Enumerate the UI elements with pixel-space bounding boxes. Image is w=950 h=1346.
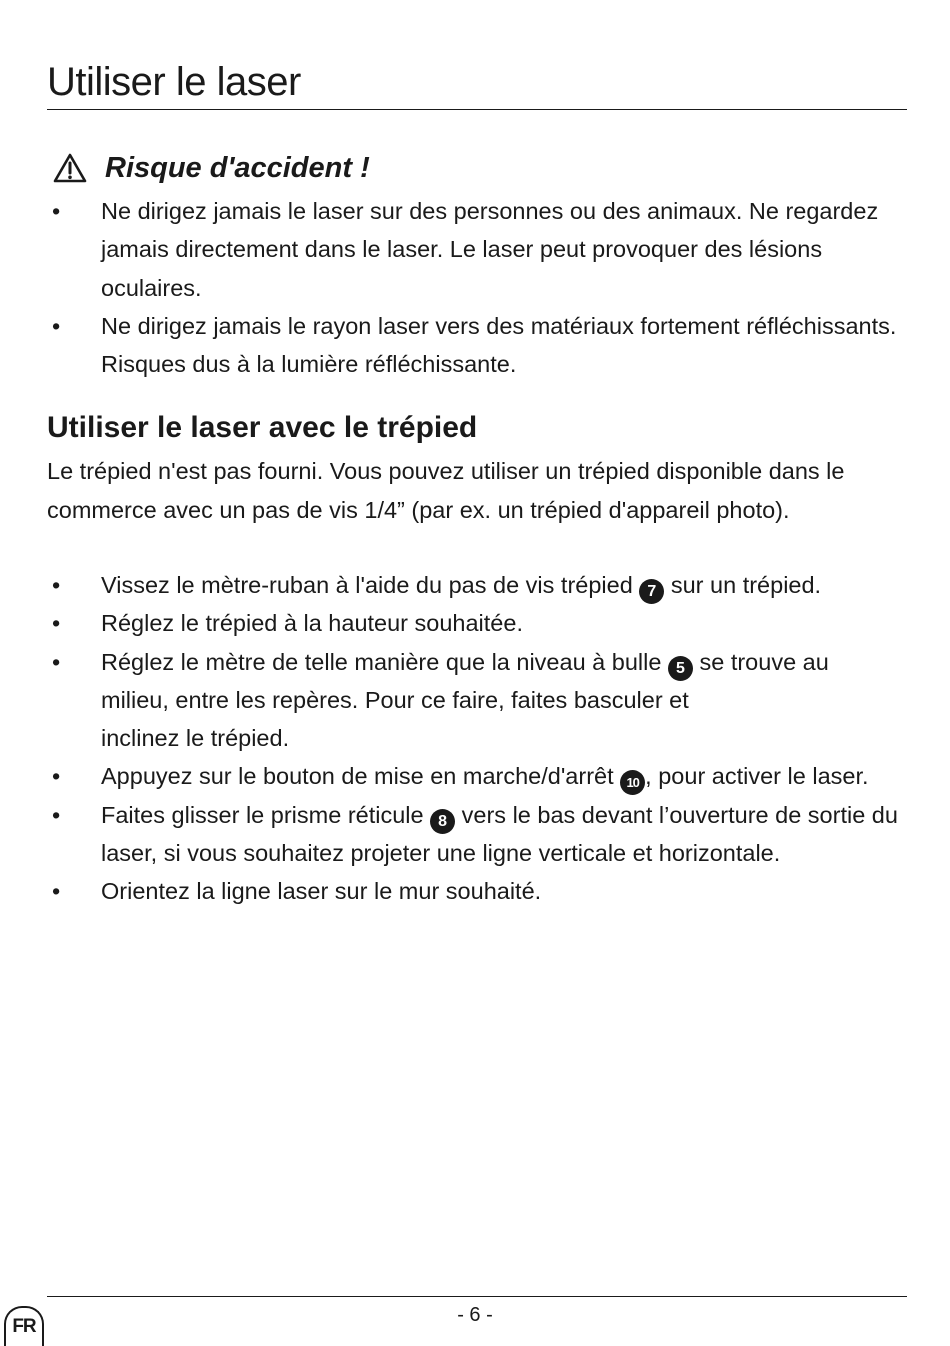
step-text: Vissez le mètre-ruban à l'aide du pas de vis trépied <box>101 572 640 598</box>
step-text: milieu, entre les repères. Pour ce faire, faites basculer et <box>101 686 689 713</box>
step-text: Orientez la ligne laser sur le mur souhaité. <box>101 878 542 905</box>
section-intro <box>47 452 907 529</box>
language-badge: FR <box>4 1306 44 1346</box>
step-text: vers le bas devant l’ouverture de sortie du laser, si vous souhaitez projeter une ligne verticale et horizontale. <box>101 801 898 867</box>
page-number: - 6 - <box>457 1304 493 1326</box>
section-title: Utiliser le laser avec le trépied <box>47 411 478 444</box>
warning-list <box>0 192 901 383</box>
list-item: • Ne dirigez jamais le laser sur des personnes ou des animaux. Ne regardez jamais directement dans le laser. Le laser peut provoquer des lésions oculaires. <box>0 192 901 307</box>
list-item <box>0 566 901 604</box>
step-text: inclinez le trépied. <box>101 725 290 752</box>
part-number-badge: 8 <box>430 809 455 834</box>
list-item <box>0 872 901 910</box>
title-divider <box>47 109 907 110</box>
step-text: se trouve au <box>692 648 829 675</box>
intro-line-1: Le trépied n'est pas fourni. Vous pouvez utiliser un trépied disponible dans le <box>47 458 845 484</box>
list-item: • Ne dirigez jamais le rayon laser vers des matériaux fortement réfléchissants. Risques dus à la lumière réfléchissante. <box>0 307 901 384</box>
footer-divider <box>47 1296 907 1297</box>
list-item <box>0 643 901 758</box>
warning-heading <box>52 148 370 188</box>
step-text: Réglez le mètre de telle manière que la niveau à bulle <box>101 648 668 675</box>
list-item <box>0 757 901 795</box>
step-text: sur un trépied. <box>664 572 822 598</box>
step-text: Appuyez sur le bouton de mise en marche/d'arrêt <box>101 763 621 790</box>
steps-list <box>0 566 901 911</box>
part-number-badge: 7 <box>639 579 664 604</box>
page-title: Utiliser le laser <box>47 60 301 104</box>
warning-title: Risque d'accident ! <box>105 151 370 184</box>
list-item <box>0 604 901 642</box>
part-number-badge: 10 <box>620 770 645 795</box>
part-number-badge: 5 <box>668 656 693 681</box>
intro-line-2: commerce avec un pas de vis 1/4” (par ex. un trépied d'appareil photo). <box>47 496 790 523</box>
list-item <box>0 796 901 873</box>
step-text: Faites glisser le prisme réticule <box>101 801 431 828</box>
step-text: Réglez le trépied à la hauteur souhaitée. <box>101 610 523 637</box>
step-text: , pour activer le laser. <box>645 763 869 790</box>
warning-triangle-icon <box>52 152 88 184</box>
